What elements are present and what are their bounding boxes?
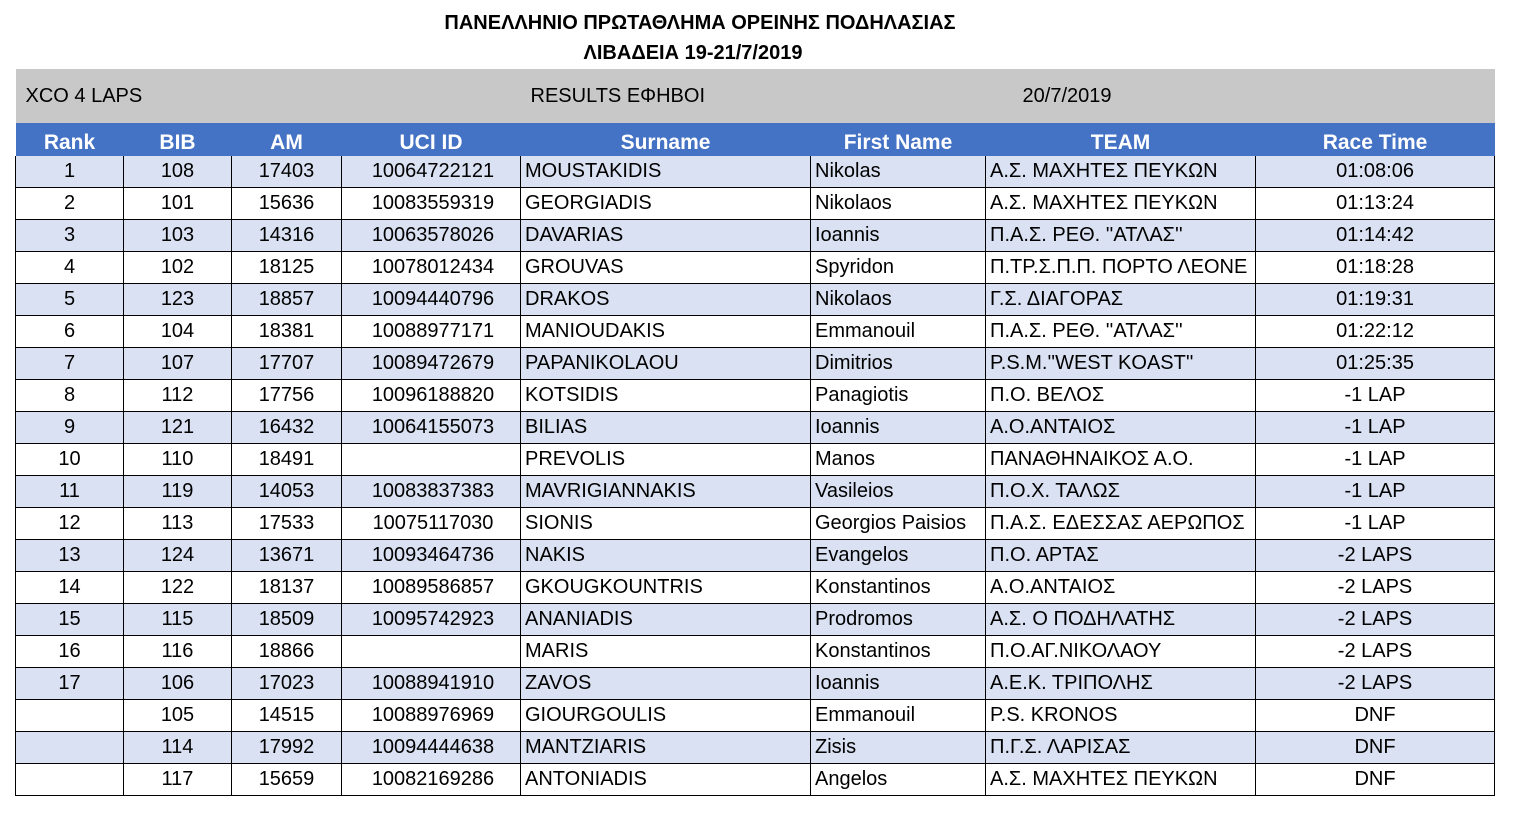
bib-cell: 107	[124, 348, 232, 380]
first-name-cell: Prodromos	[811, 604, 986, 636]
race-time-cell: -1 LAP	[1256, 476, 1495, 508]
surname-cell: GEORGIADIS	[521, 188, 811, 220]
am-cell: 18125	[232, 252, 342, 284]
first-name-cell: Nikolaos	[811, 188, 986, 220]
table-row	[16, 412, 1495, 444]
table-row	[16, 636, 1495, 668]
first-name-cell: Emmanouil	[811, 316, 986, 348]
am-cell: 15636	[232, 188, 342, 220]
first-name-cell: Vasileios	[811, 476, 986, 508]
uci-id-cell: 10083837383	[342, 476, 521, 508]
table-row	[16, 668, 1495, 700]
bib-cell: 122	[124, 572, 232, 604]
am-cell: 16432	[232, 412, 342, 444]
rank-cell: 6	[16, 316, 124, 348]
bib-cell: 121	[124, 412, 232, 444]
am-cell: 14316	[232, 220, 342, 252]
surname-cell: NAKIS	[521, 540, 811, 572]
bib-cell: 103	[124, 220, 232, 252]
team-cell: P.S. KRONOS	[986, 700, 1256, 732]
results-body	[16, 156, 1495, 796]
bib-cell: 106	[124, 668, 232, 700]
surname-cell: MANTZIARIS	[521, 732, 811, 764]
team-cell: Α.Ο.ΑΝΤΑΙΟΣ	[986, 412, 1256, 444]
rank-cell: 12	[16, 508, 124, 540]
table-row	[16, 348, 1495, 380]
team-cell: Π.ΤΡ.Σ.Π.Π. ΠΟΡΤΟ ΛΕΟΝΕ	[986, 252, 1256, 284]
am-cell: 17023	[232, 668, 342, 700]
uci-id-cell: 10088976969	[342, 700, 521, 732]
race-format: XCO 4 LAPS	[16, 69, 232, 123]
bib-cell: 108	[124, 156, 232, 188]
bib-cell: 124	[124, 540, 232, 572]
first-name-cell: Panagiotis	[811, 380, 986, 412]
table-row	[16, 540, 1495, 572]
first-name-cell: Manos	[811, 444, 986, 476]
am-cell: 18866	[232, 636, 342, 668]
race-time-cell: -1 LAP	[1256, 508, 1495, 540]
first-name-cell: Emmanouil	[811, 700, 986, 732]
bib-cell: 119	[124, 476, 232, 508]
table-row	[16, 508, 1495, 540]
first-name-cell: Georgios Paisios	[811, 508, 986, 540]
am-cell: 17707	[232, 348, 342, 380]
uci-id-cell: 10078012434	[342, 252, 521, 284]
table-row	[16, 604, 1495, 636]
am-cell: 17403	[232, 156, 342, 188]
am-cell: 18491	[232, 444, 342, 476]
first-name-cell: Konstantinos	[811, 636, 986, 668]
bib-cell: 116	[124, 636, 232, 668]
surname-cell: MARIS	[521, 636, 811, 668]
table-row	[16, 188, 1495, 220]
race-time-cell: -2 LAPS	[1256, 540, 1495, 572]
header-race-time: Race Time	[1256, 123, 1495, 156]
results-table	[15, 69, 1495, 796]
first-name-cell: Dimitrios	[811, 348, 986, 380]
race-date: 20/7/2019	[986, 69, 1495, 123]
table-row	[16, 284, 1495, 316]
rank-cell: 16	[16, 636, 124, 668]
surname-cell: ANANIADIS	[521, 604, 811, 636]
header-team: TEAM	[986, 123, 1256, 156]
team-cell: ΠΑΝΑΘΗΝΑΙΚΟΣ Α.Ο.	[986, 444, 1256, 476]
am-cell: 18137	[232, 572, 342, 604]
am-cell: 14515	[232, 700, 342, 732]
uci-id-cell: 10089472679	[342, 348, 521, 380]
rank-cell: 17	[16, 668, 124, 700]
first-name-cell: Angelos	[811, 764, 986, 796]
race-time-cell: 01:18:28	[1256, 252, 1495, 284]
bib-cell: 101	[124, 188, 232, 220]
uci-id-cell: 10088977171	[342, 316, 521, 348]
rank-cell: 11	[16, 476, 124, 508]
team-cell: Π.Α.Σ. ΡΕΘ. ''ΑΤΛΑΣ''	[986, 316, 1256, 348]
rank-cell: 13	[16, 540, 124, 572]
bib-cell: 115	[124, 604, 232, 636]
band-spacer	[232, 69, 521, 123]
uci-id-cell: 10093464736	[342, 540, 521, 572]
am-cell: 13671	[232, 540, 342, 572]
team-cell: Π.Ο. ΑΡΤΑΣ	[986, 540, 1256, 572]
rank-cell	[16, 700, 124, 732]
uci-id-cell: 10094440796	[342, 284, 521, 316]
race-time-cell: 01:14:42	[1256, 220, 1495, 252]
surname-cell: GIOURGOULIS	[521, 700, 811, 732]
uci-id-cell: 10095742923	[342, 604, 521, 636]
rank-cell: 2	[16, 188, 124, 220]
team-cell: Α.Ο.ΑΝΤΑΙΟΣ	[986, 572, 1256, 604]
header-uci-id: UCI ID	[342, 123, 521, 156]
bib-cell: 105	[124, 700, 232, 732]
surname-cell: DRAKOS	[521, 284, 811, 316]
race-time-cell: -2 LAPS	[1256, 636, 1495, 668]
rank-cell: 8	[16, 380, 124, 412]
team-cell: Π.Α.Σ. ΕΔΕΣΣΑΣ ΑΕΡΩΠΟΣ	[986, 508, 1256, 540]
table-row	[16, 732, 1495, 764]
surname-cell: GROUVAS	[521, 252, 811, 284]
am-cell: 14053	[232, 476, 342, 508]
am-cell: 17992	[232, 732, 342, 764]
surname-cell: MANIOUDAKIS	[521, 316, 811, 348]
table-row	[16, 316, 1495, 348]
team-cell: Α.Σ. ΜΑΧΗΤΕΣ ΠΕΥΚΩΝ	[986, 156, 1256, 188]
table-row	[16, 700, 1495, 732]
bib-cell: 114	[124, 732, 232, 764]
team-cell: Γ.Σ. ΔΙΑΓΟΡΑΣ	[986, 284, 1256, 316]
table-row	[16, 380, 1495, 412]
header-row	[16, 123, 1495, 156]
bib-cell: 104	[124, 316, 232, 348]
page-subtitle: ΛΙΒΑΔΕΙΑ 19-21/7/2019	[583, 42, 803, 64]
first-name-cell: Evangelos	[811, 540, 986, 572]
am-cell: 18509	[232, 604, 342, 636]
race-time-cell: -1 LAP	[1256, 380, 1495, 412]
surname-cell: SIONIS	[521, 508, 811, 540]
bib-cell: 102	[124, 252, 232, 284]
team-cell: Α.Σ. ΜΑΧΗΤΕΣ ΠΕΥΚΩΝ	[986, 188, 1256, 220]
table-row	[16, 156, 1495, 188]
race-time-cell: -2 LAPS	[1256, 604, 1495, 636]
surname-cell: ANTONIADIS	[521, 764, 811, 796]
first-name-cell: Nikolaos	[811, 284, 986, 316]
uci-id-cell: 10094444638	[342, 732, 521, 764]
surname-cell: DAVARIAS	[521, 220, 811, 252]
table-row	[16, 476, 1495, 508]
header-surname: Surname	[521, 123, 811, 156]
surname-cell: PAPANIKOLAOU	[521, 348, 811, 380]
first-name-cell: Ioannis	[811, 220, 986, 252]
uci-id-cell	[342, 636, 521, 668]
table-row	[16, 764, 1495, 796]
first-name-cell: Konstantinos	[811, 572, 986, 604]
page-title: ΠΑΝΕΛΛΗΝΙΟ ΠΡΩΤΑΘΛΗΜΑ ΟΡΕΙΝΗΣ ΠΟΔΗΛΑΣΙΑΣ	[444, 12, 956, 34]
rank-cell: 9	[16, 412, 124, 444]
race-time-cell: DNF	[1256, 700, 1495, 732]
first-name-cell: Ioannis	[811, 668, 986, 700]
rank-cell	[16, 732, 124, 764]
team-cell: Π.Γ.Σ. ΛΑΡΙΣΑΣ	[986, 732, 1256, 764]
race-time-cell: DNF	[1256, 732, 1495, 764]
table-row	[16, 220, 1495, 252]
race-time-cell: -2 LAPS	[1256, 572, 1495, 604]
header-bib: BIB	[124, 123, 232, 156]
uci-id-cell: 10083559319	[342, 188, 521, 220]
uci-id-cell: 10064722121	[342, 156, 521, 188]
rank-cell: 10	[16, 444, 124, 476]
race-time-cell: 01:25:35	[1256, 348, 1495, 380]
race-time-cell: 01:13:24	[1256, 188, 1495, 220]
team-cell: Π.Α.Σ. ΡΕΘ. ''ΑΤΛΑΣ''	[986, 220, 1256, 252]
team-cell: Α.Ε.Κ. ΤΡΙΠΟΛΗΣ	[986, 668, 1256, 700]
rank-cell: 14	[16, 572, 124, 604]
race-time-cell: -1 LAP	[1256, 412, 1495, 444]
surname-cell: KOTSIDIS	[521, 380, 811, 412]
am-cell: 17533	[232, 508, 342, 540]
uci-id-cell: 10088941910	[342, 668, 521, 700]
am-cell: 17756	[232, 380, 342, 412]
am-cell: 18857	[232, 284, 342, 316]
info-band	[16, 69, 1495, 123]
rank-cell: 15	[16, 604, 124, 636]
bib-cell: 123	[124, 284, 232, 316]
race-time-cell: 01:19:31	[1256, 284, 1495, 316]
first-name-cell: Ioannis	[811, 412, 986, 444]
uci-id-cell: 10075117030	[342, 508, 521, 540]
uci-id-cell	[342, 444, 521, 476]
rank-cell: 4	[16, 252, 124, 284]
uci-id-cell: 10063578026	[342, 220, 521, 252]
race-time-cell: -1 LAP	[1256, 444, 1495, 476]
team-cell: Π.Ο.ΑΓ.ΝΙΚΟΛΑΟΥ	[986, 636, 1256, 668]
uci-id-cell: 10089586857	[342, 572, 521, 604]
results-category: RESULTS ΕΦΗΒΟΙ	[521, 69, 986, 123]
surname-cell: ZAVOS	[521, 668, 811, 700]
team-cell: P.S.M.''WEST KOAST''	[986, 348, 1256, 380]
surname-cell: MOUSTAKIDIS	[521, 156, 811, 188]
first-name-cell: Zisis	[811, 732, 986, 764]
bib-cell: 117	[124, 764, 232, 796]
team-cell: Π.Ο. ΒΕΛΟΣ	[986, 380, 1256, 412]
table-row	[16, 444, 1495, 476]
header-rank: Rank	[16, 123, 124, 156]
bib-cell: 110	[124, 444, 232, 476]
team-cell: Π.Ο.Χ. ΤΑΛΩΣ	[986, 476, 1256, 508]
header-first-name: First Name	[811, 123, 986, 156]
rank-cell: 7	[16, 348, 124, 380]
rank-cell: 1	[16, 156, 124, 188]
uci-id-cell: 10082169286	[342, 764, 521, 796]
rank-cell: 3	[16, 220, 124, 252]
rank-cell	[16, 764, 124, 796]
header-am: AM	[232, 123, 342, 156]
team-cell: Α.Σ. Ο ΠΟΔΗΛΑΤΗΣ	[986, 604, 1256, 636]
uci-id-cell: 10096188820	[342, 380, 521, 412]
surname-cell: PREVOLIS	[521, 444, 811, 476]
race-time-cell: 01:22:12	[1256, 316, 1495, 348]
surname-cell: GKOUGKOUNTRIS	[521, 572, 811, 604]
first-name-cell: Spyridon	[811, 252, 986, 284]
am-cell: 15659	[232, 764, 342, 796]
first-name-cell: Nikolas	[811, 156, 986, 188]
am-cell: 18381	[232, 316, 342, 348]
uci-id-cell: 10064155073	[342, 412, 521, 444]
bib-cell: 112	[124, 380, 232, 412]
race-time-cell: -2 LAPS	[1256, 668, 1495, 700]
team-cell: Α.Σ. ΜΑΧΗΤΕΣ ΠΕΥΚΩΝ	[986, 764, 1256, 796]
table-row	[16, 572, 1495, 604]
surname-cell: MAVRIGIANNAKIS	[521, 476, 811, 508]
surname-cell: BILIAS	[521, 412, 811, 444]
race-time-cell: DNF	[1256, 764, 1495, 796]
rank-cell: 5	[16, 284, 124, 316]
table-row	[16, 252, 1495, 284]
bib-cell: 113	[124, 508, 232, 540]
race-time-cell: 01:08:06	[1256, 156, 1495, 188]
